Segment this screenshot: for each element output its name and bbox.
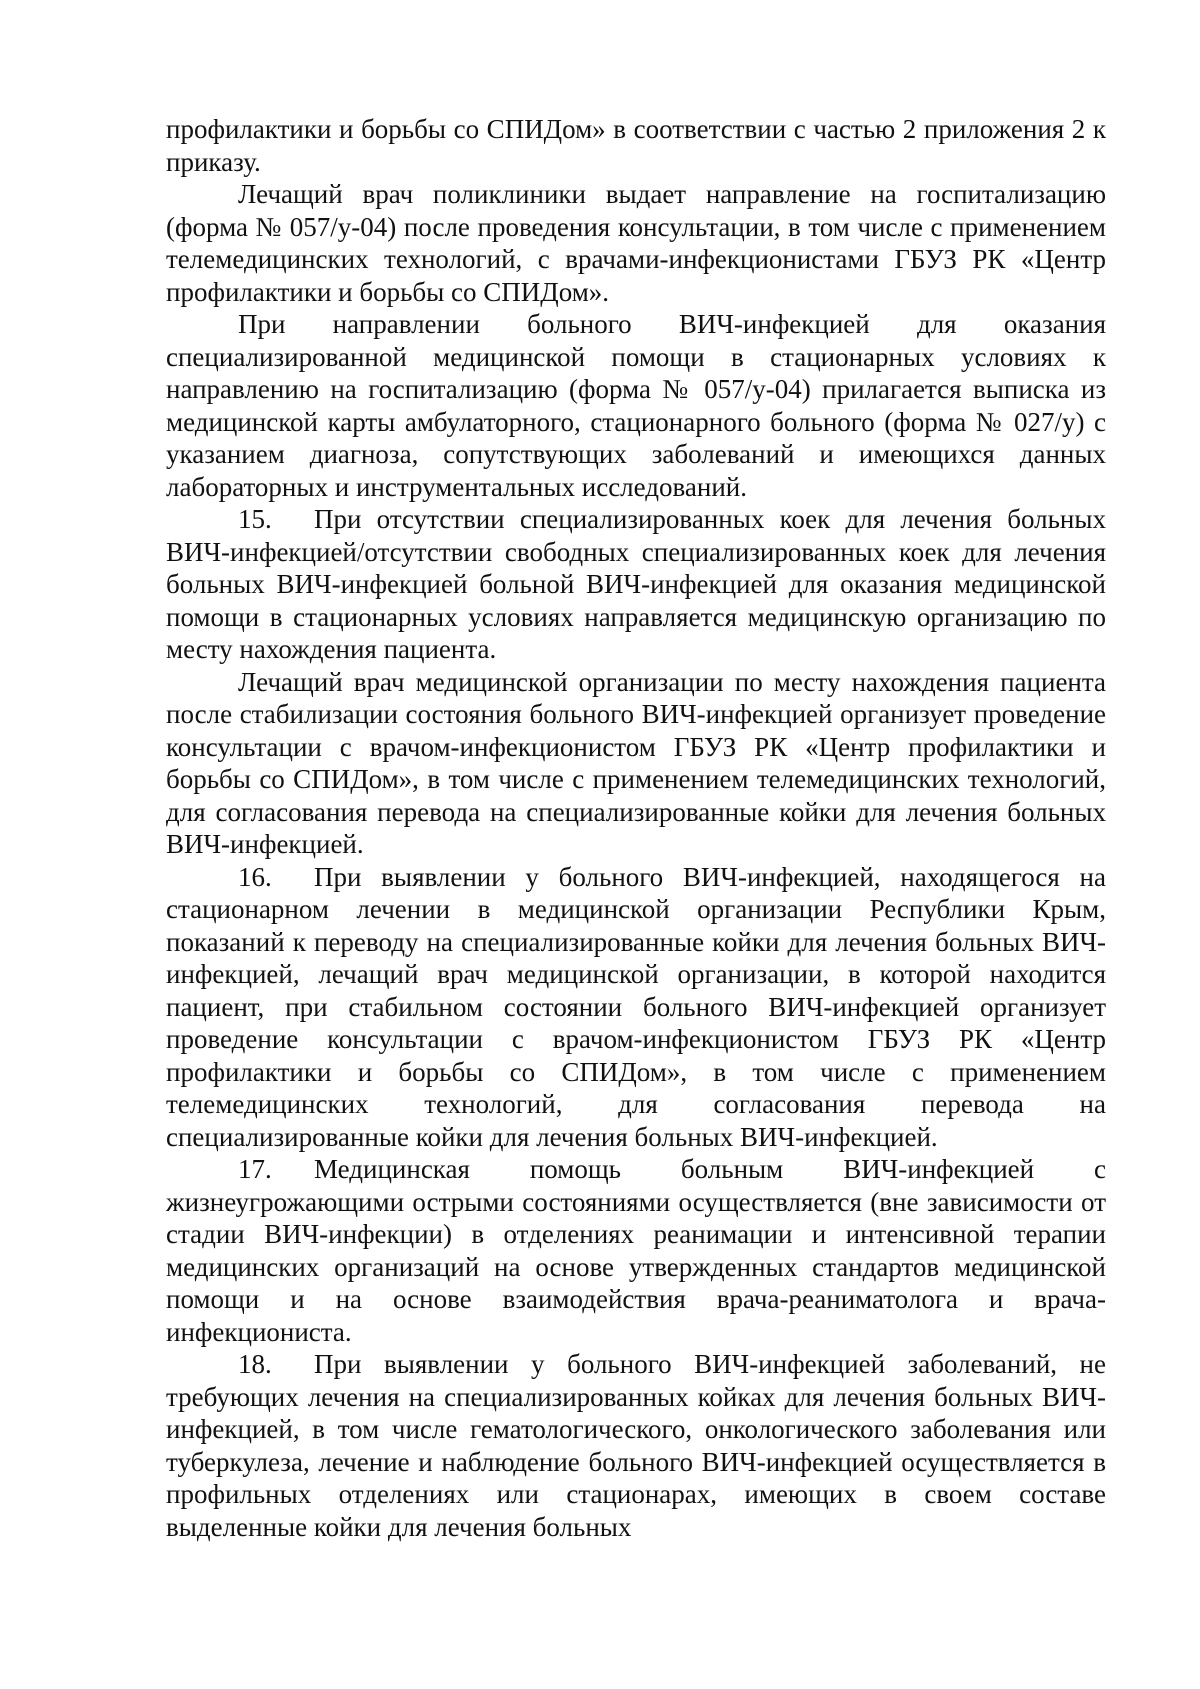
document-body xyxy=(166,113,1106,1543)
paragraph-text: Лечащий врач поликлиники выдает направление на госпитализацию (форма № 057/у-04) после проведения консультации, в том числе с применением телемедицинских технологий, с врачами-инфекционистами ГБУЗ РК «Центр профилактики и борьбы со СПИДом». xyxy=(166,179,1106,307)
paragraph-referral-form xyxy=(166,178,1106,308)
paragraph-item-18 xyxy=(166,1348,1106,1543)
paragraph-item-16 xyxy=(166,861,1106,1154)
paragraph-continuation xyxy=(166,113,1106,178)
paragraph-text: При направлении больного ВИЧ-инфекцией для оказания специализированной медицинской помощи в стационарных условиях к направлению на госпитализацию (форма № 057/у-04) прилагается выписка из медицинской карты амбулаторного, стационарного больного (форма № 027/у) с указанием диагноза, сопутствующих заболеваний и имеющихся данных лабораторных и инструментальных исследований. xyxy=(166,309,1106,502)
paragraph-text: При отсутствии специализированных коек для лечения больных ВИЧ-инфекцией/отсутствии свободных специализированных коек для лечения больных ВИЧ-инфекцией больной ВИЧ-инфекцией для оказания медицинской помощи в стационарных условиях направляется медицинскую организацию по месту нахождения пациента. xyxy=(166,504,1106,664)
item-number: 18. xyxy=(238,1349,272,1379)
item-number: 17. xyxy=(238,1154,272,1184)
paragraph-text: Лечащий врач медицинской организации по месту нахождения пациента после стабилизации состояния больного ВИЧ-инфекцией организует проведение консультации с врачом-инфекционистом ГБУЗ РК «Центр профилактики и борьбы со СПИДом», в том числе с применением телемедицинских технологий, для согласования перевода на специализированные койки для лечения больных ВИЧ-инфекцией. xyxy=(166,666,1106,859)
paragraph-text: При выявлении у больного ВИЧ-инфекцией, находящегося на стационарном лечении в медицинской организации Республики Крым, показаний к переводу на специализированные койки для лечения больных ВИЧ-инфекцией, лечащий врач медицинской организации, в которой находится пациент, при стабильном состоянии больного ВИЧ-инфекцией организует проведение консультации с врачом-инфекционистом ГБУЗ РК «Центр профилактики и борьбы со СПИДом», в том числе с применением телемедицинских технологий, для согласования перевода на специализированные койки для лечения больных ВИЧ-инфекцией. xyxy=(166,861,1106,1152)
paragraph-referral-attachments xyxy=(166,308,1106,503)
paragraph-text: профилактики и борьбы со СПИДом» в соответствии с частью 2 приложения 2 к приказу. xyxy=(166,114,1106,177)
paragraph-stabilization xyxy=(166,666,1106,861)
paragraph-item-17 xyxy=(166,1153,1106,1348)
item-number: 15. xyxy=(238,504,272,534)
paragraph-text: При выявлении у больного ВИЧ-инфекцией заболеваний, не требующих лечения на специализированных койках для лечения больных ВИЧ-инфекцией, в том числе гематологического, онкологического заболевания или туберкулеза, лечение и наблюдение больного ВИЧ-инфекцией осуществляется в профильных отделениях или стационарах, имеющих в своем составе выделенные койки для лечения больных xyxy=(166,1349,1106,1542)
paragraph-text: Медицинская помощь больным ВИЧ-инфекцией с жизнеугрожающими острыми состояниями осуществляется (вне зависимости от стадии ВИЧ-инфекции) в отделениях реанимации и интенсивной терапии медицинских организаций на основе утвержденных стандартов медицинской помощи и на основе взаимодействия врача-реаниматолога и врача-инфекциониста. xyxy=(166,1154,1106,1347)
item-number: 16. xyxy=(238,861,272,892)
paragraph-item-15 xyxy=(166,503,1106,666)
